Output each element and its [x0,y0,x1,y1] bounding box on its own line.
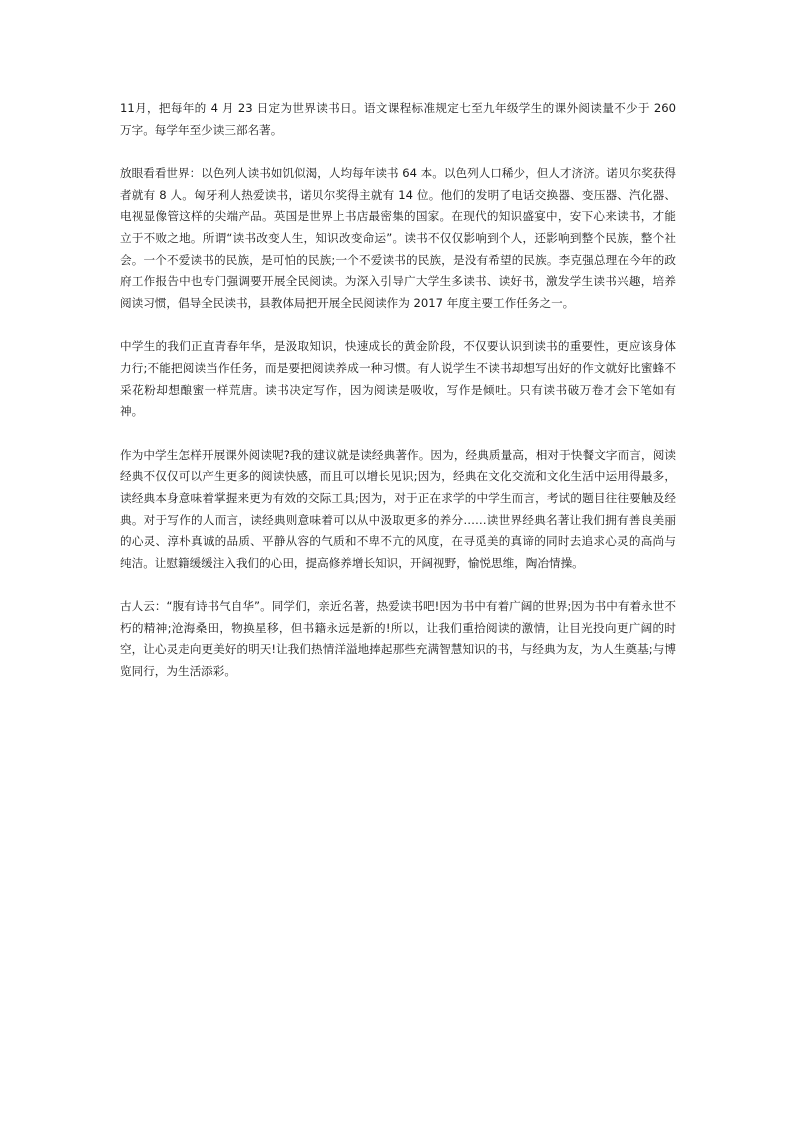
paragraph-classics: 作为中学生怎样开展课外阅读呢?我的建议就是读经典著作。因为，经典质量高，相对于快餐文字而言，阅读经典不仅仅可以产生更多的阅读快感，而且可以增长见识;因为，经典在文化交流和文化生活中运用得最多，读经典本身意味着掌握来更为有效的交际工具;因为，对于正在求学的中学生而言，考试的题目往往要触及经典。对于写作的人而言，读经典则意味着可以从中汲取更多的养分……读世界经典名著让我们拥有善良美丽的心灵、淳朴真诚的品质、平静从容的气质和不卑不亢的风度，在寻觅美的真谛的同时去追求心灵的高尚与纯洁。让慰籍缓缓注入我们的心田，提高修养增长知识，开阔视野，愉悦思维，陶冶情操。 [120,447,676,570]
paragraph-conclusion: 古人云：“腹有诗书气自华”。同学们，亲近名著，热爱读书吧!因为书中有着广阔的世界;因为书中有着永世不朽的精神;沧海桑田，物换星移，但书籍永远是新的!所以，让我们重拾阅读的激情，让目光投向更广阔的时空，让心灵走向更美好的明天!让我们热情洋溢地捧起那些充满智慧知识的书，与经典为友，为人生奠基;与博览同行，为生活添彩。 [120,599,676,679]
paragraph-world-reading: 放眼看看世界：以色列人读书如饥似渴，人均每年读书 64 本。以色列人口稀少，但人才济济。诺贝尔奖获得者就有 8 人。匈牙利人热爱读书，诺贝尔奖得主就有 14 位。他们的发明了电话交换器、变压器、汽化器、电视显像管这样的尖端产品。英国是世界上书店最密集的国家。在现代的知识盛宴中，安下心来读书，才能立于不败之地。所谓“读书改变人生，知识改变命运”。读书不仅仅影响到个人，还影响到整个民族，整个社会。一个不爱读书的民族，是可怕的民族;一个不爱读书的民族，是没有希望的民族。李克强总理在今年的政府工作报告中也专门强调要开展全民阅读。为深入引导广大学生多读书、读好书，激发学生读书兴趣，培养阅读习惯，倡导全民读书，县教体局把开展全民阅读作为 2017 年度主要工作任务之一。 [120,166,676,310]
paragraph-reading-day: 11月，把每年的 4 月 23 日定为世界读书日。语文课程标准规定七至九年级学生的课外阅读量不少于 260 万字。每学年至少读三部名著。 [120,101,676,137]
paragraph-students-reading: 中学生的我们正直青春年华，是汲取知识，快速成长的黄金阶段，不仅要认识到读书的重要性，更应该身体力行;不能把阅读当作任务，而是要把阅读养成一种习惯。有人说学生不读书却想写出好的作文就好比蜜蜂不采花粉却想酿蜜一样荒唐。读书决定写作，因为阅读是吸收，写作是倾吐。只有读书破万卷才会下笔如有神。 [120,339,676,419]
document-body [120,98,676,705]
